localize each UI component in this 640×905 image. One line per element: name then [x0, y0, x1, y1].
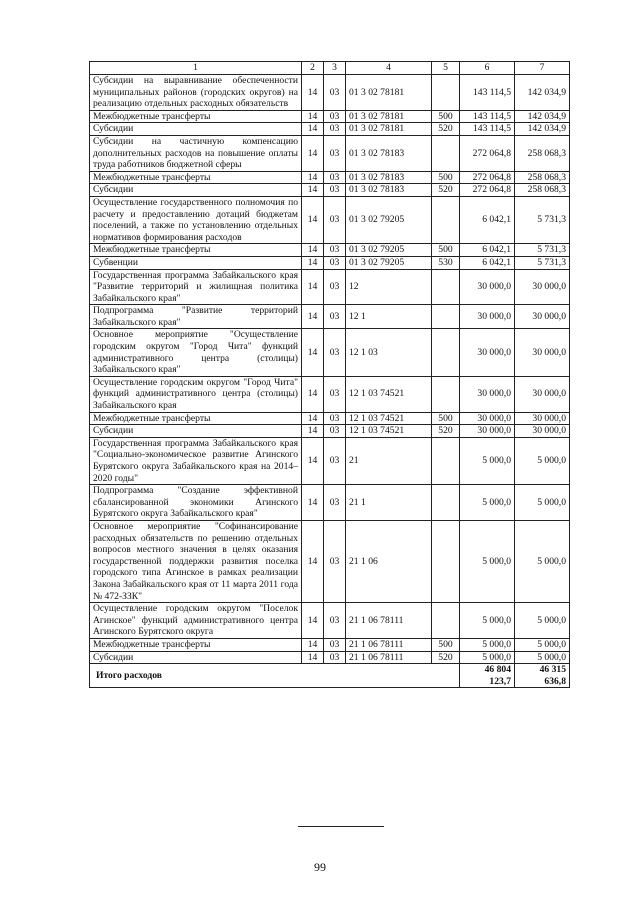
section-code-cell: 14: [302, 110, 324, 123]
row-name-cell: Подпрограмма "Развитие территорий Забайкальского края": [90, 305, 302, 329]
target-article-cell: 12: [346, 269, 432, 305]
target-article-cell: 21 1 06 78111: [346, 651, 432, 664]
target-article-cell: 12 1: [346, 305, 432, 329]
section-code-cell: 14: [302, 269, 324, 305]
row-name-cell: Осуществление городским округом "Город Чита" функций административного центра (столицы) Забайкальского края: [90, 376, 302, 412]
table-row: [90, 75, 570, 111]
expense-type-cell: [432, 196, 460, 243]
expense-type-cell: [432, 520, 460, 602]
section-code-cell: 14: [302, 244, 324, 257]
table-row: [90, 110, 570, 123]
target-article-cell: 21 1: [346, 485, 432, 521]
row-name-cell: Основное мероприятие "Софинансирование расходных обязательств по решению отдельных вопросов местного значения в целях оказания государственной поддержки развития поселка городского типа Агинское в рамках реализации Закона Забайкальского края от 11 марта 2011 года № 472-ЗЗК": [90, 520, 302, 602]
section-code-cell: 14: [302, 75, 324, 111]
subsection-code-cell: 03: [324, 329, 346, 376]
header-cell: 7: [515, 62, 570, 75]
subsection-code-cell: 03: [324, 256, 346, 269]
subsection-code-cell: 03: [324, 75, 346, 111]
amount-year2-cell: 30 000,0: [515, 269, 570, 305]
table-row: [90, 425, 570, 438]
expense-type-cell: 520: [432, 651, 460, 664]
amount-year2-cell: 142 034,9: [515, 110, 570, 123]
target-article-cell: 01 3 02 78183: [346, 171, 432, 184]
subsection-code-cell: 03: [324, 376, 346, 412]
target-article-cell: 12 1 03 74521: [346, 412, 432, 425]
section-code-cell: 14: [302, 305, 324, 329]
table-row: [90, 244, 570, 257]
amount-year1-cell: 30 000,0: [460, 376, 515, 412]
amount-year2-cell: 258 068,3: [515, 184, 570, 197]
amount-year2-cell: 5 000,0: [515, 437, 570, 484]
header-cell: 2: [302, 62, 324, 75]
target-article-cell: 21 1 06 78111: [346, 603, 432, 639]
amount-year1-cell: 6 042,1: [460, 196, 515, 243]
amount-year2-cell: 142 034,9: [515, 123, 570, 136]
amount-year1-cell: 5 000,0: [460, 638, 515, 651]
subsection-code-cell: 03: [324, 305, 346, 329]
subsection-code-cell: 03: [324, 520, 346, 602]
amount-year2-cell: 5 000,0: [515, 520, 570, 602]
expense-type-cell: 500: [432, 412, 460, 425]
table-row: [90, 305, 570, 329]
table-row: [90, 376, 570, 412]
footer-rule: [298, 826, 384, 827]
subsection-code-cell: 03: [324, 184, 346, 197]
row-name-cell: Субсидии: [90, 425, 302, 438]
amount-year1-cell: 143 114,5: [460, 110, 515, 123]
section-code-cell: 14: [302, 603, 324, 639]
amount-year2-cell: 30 000,0: [515, 329, 570, 376]
header-cell: 5: [432, 62, 460, 75]
amount-year2-cell: 258 068,3: [515, 171, 570, 184]
amount-year2-cell: 5 731,3: [515, 196, 570, 243]
expense-type-cell: [432, 75, 460, 111]
subsection-code-cell: 03: [324, 603, 346, 639]
target-article-cell: 12 1 03: [346, 329, 432, 376]
section-code-cell: 14: [302, 123, 324, 136]
table-body: [90, 75, 570, 688]
amount-year2-cell: 30 000,0: [515, 305, 570, 329]
table-row: [90, 412, 570, 425]
header-cell: 6: [460, 62, 515, 75]
amount-year2-cell: 5 731,3: [515, 244, 570, 257]
amount-year1-cell: 5 000,0: [460, 520, 515, 602]
table-row: [90, 651, 570, 664]
table-header-row: [90, 62, 570, 75]
table-row: [90, 329, 570, 376]
section-code-cell: 14: [302, 171, 324, 184]
row-name-cell: Осуществление городским округом "Поселок Агинское" функций административного центра Агинского Бурятского округа: [90, 603, 302, 639]
expense-type-cell: [432, 329, 460, 376]
expense-type-cell: [432, 269, 460, 305]
subsection-code-cell: 03: [324, 437, 346, 484]
row-name-cell: Субвенции: [90, 256, 302, 269]
amount-year2-cell: 142 034,9: [515, 75, 570, 111]
target-article-cell: 21: [346, 437, 432, 484]
row-name-cell: Субсидии: [90, 123, 302, 136]
amount-year2-cell: 5 000,0: [515, 603, 570, 639]
expense-type-cell: [432, 437, 460, 484]
section-code-cell: 14: [302, 651, 324, 664]
table-row: [90, 638, 570, 651]
header-cell: 1: [90, 62, 302, 75]
amount-year2-cell: 5 000,0: [515, 651, 570, 664]
target-article-cell: 01 3 02 78181: [346, 75, 432, 111]
row-name-cell: Субсидии на выравнивание обеспеченности муниципальных районов (городских округов) на реализацию отдельных расходных обязательств: [90, 75, 302, 111]
amount-year1-cell: 5 000,0: [460, 603, 515, 639]
section-code-cell: 14: [302, 485, 324, 521]
target-article-cell: 12 1 03 74521: [346, 425, 432, 438]
total-amount-v2: 46 315 636,8: [515, 664, 570, 688]
section-code-cell: 14: [302, 412, 324, 425]
total-amount-v1: 46 804 123,7: [460, 664, 515, 688]
amount-year1-cell: 6 042,1: [460, 244, 515, 257]
section-code-cell: 14: [302, 184, 324, 197]
amount-year1-cell: 5 000,0: [460, 485, 515, 521]
target-article-cell: 01 3 02 79205: [346, 256, 432, 269]
subsection-code-cell: 03: [324, 412, 346, 425]
row-name-cell: Субсидии на частичную компенсацию дополнительных расходов на повышение оплаты труда работников бюджетной сферы: [90, 135, 302, 171]
amount-year2-cell: 30 000,0: [515, 376, 570, 412]
expense-type-cell: 500: [432, 638, 460, 651]
target-article-cell: 21 1 06 78111: [346, 638, 432, 651]
target-article-cell: 21 1 06: [346, 520, 432, 602]
table-row: [90, 123, 570, 136]
expense-type-cell: [432, 135, 460, 171]
subsection-code-cell: 03: [324, 123, 346, 136]
amount-year2-cell: 5 731,3: [515, 256, 570, 269]
expense-type-cell: [432, 603, 460, 639]
amount-year2-cell: 30 000,0: [515, 425, 570, 438]
amount-year2-cell: 258 068,3: [515, 135, 570, 171]
table-row: [90, 184, 570, 197]
subsection-code-cell: 03: [324, 110, 346, 123]
target-article-cell: 01 3 02 78181: [346, 123, 432, 136]
row-name-cell: Осуществление государственного полномочия по расчету и предоставлению дотаций бюджетам поселений, а также по установлению отдельных нормативов формирования расходов: [90, 196, 302, 243]
total-row: [90, 664, 570, 688]
table-row: [90, 437, 570, 484]
subsection-code-cell: 03: [324, 651, 346, 664]
section-code-cell: 14: [302, 329, 324, 376]
section-code-cell: 14: [302, 638, 324, 651]
amount-year1-cell: 30 000,0: [460, 329, 515, 376]
expense-type-cell: 500: [432, 171, 460, 184]
target-article-cell: 01 3 02 79205: [346, 196, 432, 243]
expense-type-cell: [432, 485, 460, 521]
subsection-code-cell: 03: [324, 638, 346, 651]
table-row: [90, 256, 570, 269]
section-code-cell: 14: [302, 376, 324, 412]
subsection-code-cell: 03: [324, 196, 346, 243]
amount-year2-cell: 30 000,0: [515, 412, 570, 425]
amount-year1-cell: 272 064,8: [460, 184, 515, 197]
subsection-code-cell: 03: [324, 244, 346, 257]
amount-year1-cell: 272 064,8: [460, 135, 515, 171]
page-number: 99: [314, 860, 326, 874]
row-name-cell: Субсидии: [90, 184, 302, 197]
target-article-cell: 12 1 03 74521: [346, 376, 432, 412]
expense-type-cell: [432, 376, 460, 412]
amount-year1-cell: 272 064,8: [460, 171, 515, 184]
section-code-cell: 14: [302, 425, 324, 438]
target-article-cell: 01 3 02 78183: [346, 135, 432, 171]
amount-year1-cell: 5 000,0: [460, 437, 515, 484]
total-label: Итого расходов: [90, 664, 460, 688]
expense-type-cell: 520: [432, 184, 460, 197]
target-article-cell: 01 3 02 79205: [346, 244, 432, 257]
row-name-cell: Межбюджетные трансферты: [90, 171, 302, 184]
expense-type-cell: 500: [432, 244, 460, 257]
table-row: [90, 171, 570, 184]
expense-type-cell: [432, 305, 460, 329]
row-name-cell: Подпрограмма "Создание эффективной сбалансированной экономики Агинского Бурятского округа Забайкальского края": [90, 485, 302, 521]
row-name-cell: Межбюджетные трансферты: [90, 412, 302, 425]
target-article-cell: 01 3 02 78183: [346, 184, 432, 197]
header-cell: 3: [324, 62, 346, 75]
amount-year2-cell: 5 000,0: [515, 638, 570, 651]
row-name-cell: Межбюджетные трансферты: [90, 244, 302, 257]
table-row: [90, 485, 570, 521]
expense-type-cell: 500: [432, 110, 460, 123]
subsection-code-cell: 03: [324, 171, 346, 184]
expense-type-cell: 520: [432, 123, 460, 136]
section-code-cell: 14: [302, 196, 324, 243]
amount-year1-cell: 143 114,5: [460, 123, 515, 136]
row-name-cell: Межбюджетные трансферты: [90, 110, 302, 123]
budget-table: [89, 61, 570, 688]
subsection-code-cell: 03: [324, 269, 346, 305]
section-code-cell: 14: [302, 256, 324, 269]
amount-year1-cell: 30 000,0: [460, 269, 515, 305]
section-code-cell: 14: [302, 437, 324, 484]
row-name-cell: Государственная программа Забайкальского края "Социально-экономическое развитие Агинского Бурятского округа Забайкальского края на 2014–2020 годы": [90, 437, 302, 484]
amount-year1-cell: 30 000,0: [460, 425, 515, 438]
target-article-cell: 01 3 02 78181: [346, 110, 432, 123]
section-code-cell: 14: [302, 520, 324, 602]
table-row: [90, 520, 570, 602]
expense-type-cell: 520: [432, 425, 460, 438]
expense-type-cell: 530: [432, 256, 460, 269]
table-row: [90, 196, 570, 243]
table-row: [90, 135, 570, 171]
amount-year1-cell: 30 000,0: [460, 305, 515, 329]
amount-year1-cell: 143 114,5: [460, 75, 515, 111]
table-row: [90, 603, 570, 639]
header-cell: 4: [346, 62, 432, 75]
amount-year2-cell: 5 000,0: [515, 485, 570, 521]
row-name-cell: Государственная программа Забайкальского края "Развитие территорий и жилищная политика Забайкальского края": [90, 269, 302, 305]
subsection-code-cell: 03: [324, 485, 346, 521]
row-name-cell: Субсидии: [90, 651, 302, 664]
subsection-code-cell: 03: [324, 425, 346, 438]
row-name-cell: Межбюджетные трансферты: [90, 638, 302, 651]
amount-year1-cell: 5 000,0: [460, 651, 515, 664]
table-row: [90, 269, 570, 305]
section-code-cell: 14: [302, 135, 324, 171]
amount-year1-cell: 30 000,0: [460, 412, 515, 425]
row-name-cell: Основное мероприятие "Осуществление городским округом "Город Чита" функций административного центра (столицы) Забайкальского края": [90, 329, 302, 376]
subsection-code-cell: 03: [324, 135, 346, 171]
amount-year1-cell: 6 042,1: [460, 256, 515, 269]
